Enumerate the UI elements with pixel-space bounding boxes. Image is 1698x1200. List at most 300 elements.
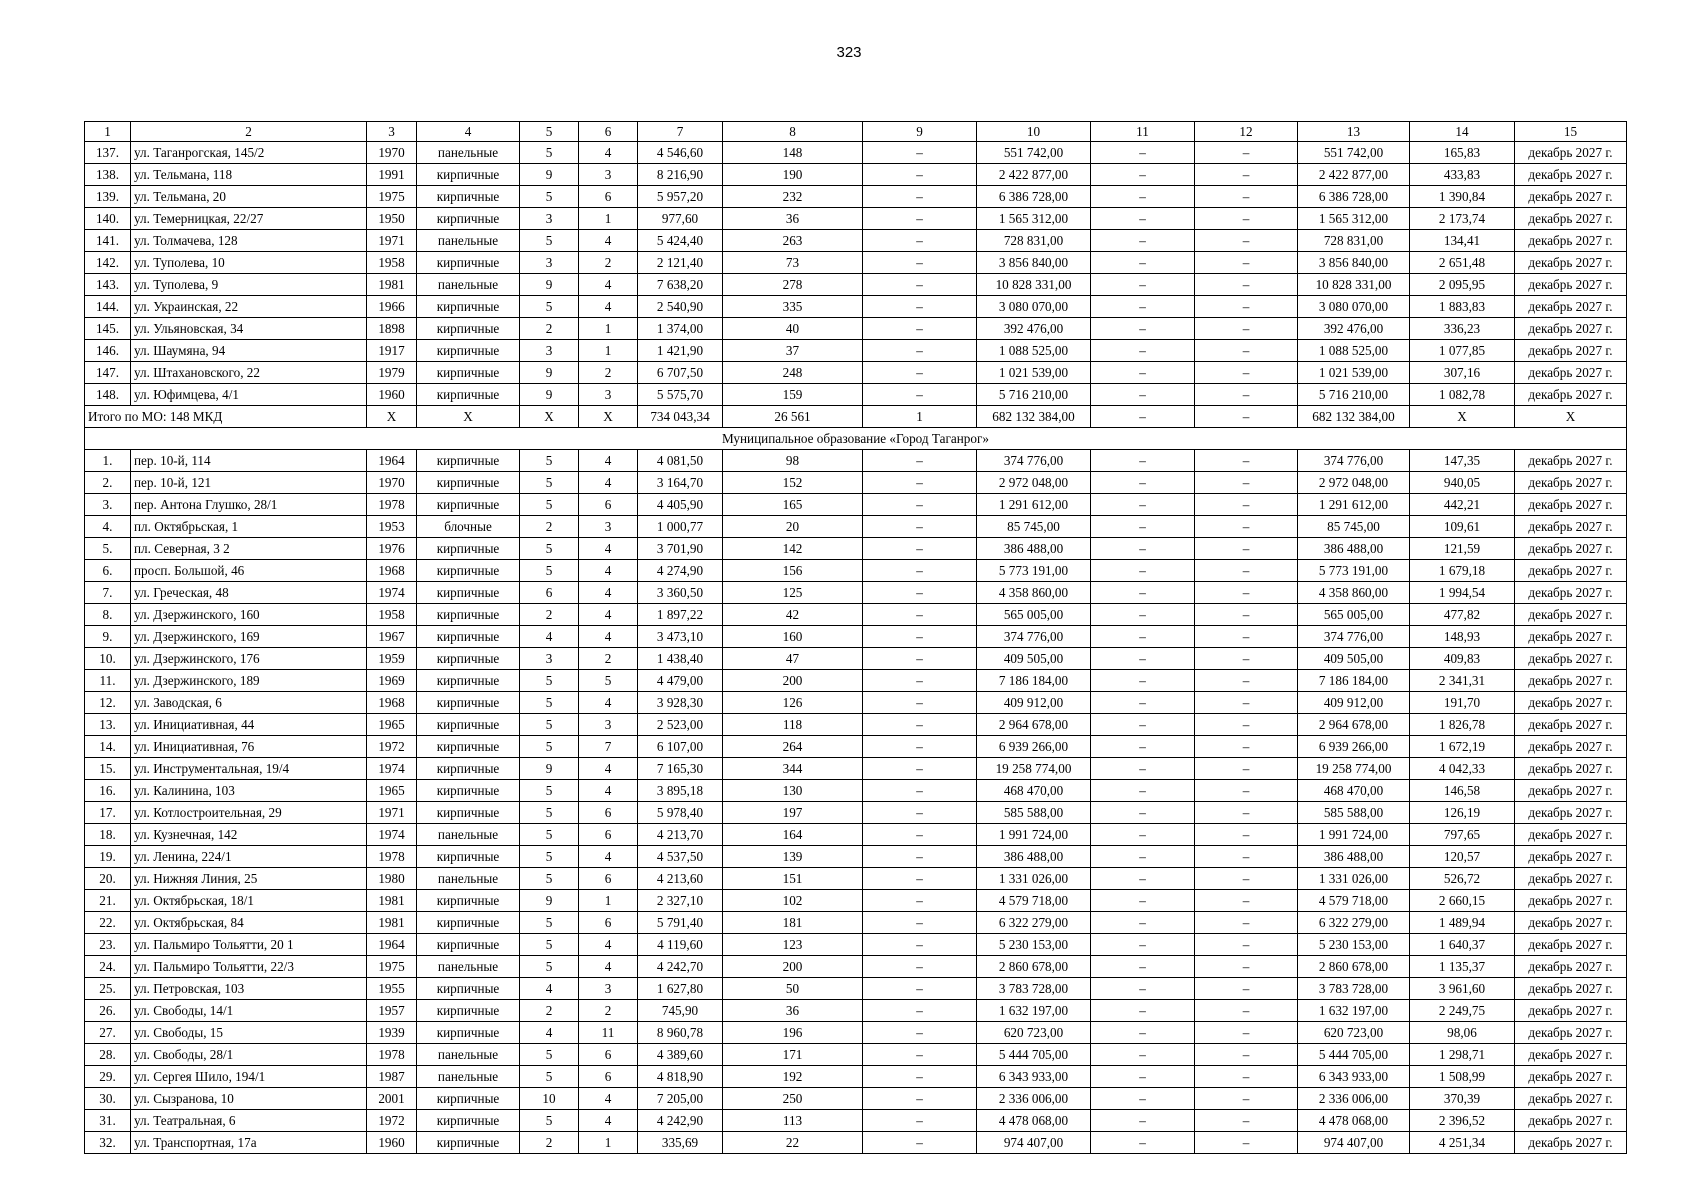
table-cell: – [1091, 340, 1195, 362]
table-cell: – [1195, 230, 1298, 252]
table-cell: 409 912,00 [1298, 692, 1410, 714]
table-cell: 1 088 525,00 [1298, 340, 1410, 362]
table-cell: 1 [85, 122, 131, 142]
table-cell: – [863, 626, 977, 648]
table-cell: кирпичные [417, 1132, 520, 1154]
table-cell: 1 [579, 340, 638, 362]
table-cell: – [1091, 714, 1195, 736]
table-cell: – [1091, 736, 1195, 758]
table-cell: ул. Дзержинского, 169 [131, 626, 367, 648]
table-cell: ул. Кузнечная, 142 [131, 824, 367, 846]
table-cell: 1970 [367, 142, 417, 164]
table-cell: – [863, 824, 977, 846]
table-cell: – [863, 450, 977, 472]
table-cell: 28. [85, 1044, 131, 1066]
table-cell: декабрь 2027 г. [1515, 1022, 1627, 1044]
table-cell: 9 [520, 362, 579, 384]
table-cell: 1 994,54 [1410, 582, 1515, 604]
table-cell: 3 [367, 122, 417, 142]
table-cell: – [1195, 472, 1298, 494]
table-cell: 3 [520, 648, 579, 670]
table-cell: – [1091, 1110, 1195, 1132]
table-cell: 5 [520, 802, 579, 824]
table-cell: 9 [520, 274, 579, 296]
table-row [85, 604, 1627, 626]
table-cell: кирпичные [417, 978, 520, 1000]
table-cell: – [1195, 296, 1298, 318]
table-cell: 11 [1091, 122, 1195, 142]
table-cell: 139. [85, 186, 131, 208]
table-cell: 1974 [367, 582, 417, 604]
table-cell: 4 [579, 758, 638, 780]
table-cell: 1978 [367, 494, 417, 516]
table-cell: 1 565 312,00 [1298, 208, 1410, 230]
table-cell: – [863, 582, 977, 604]
table-cell: 1971 [367, 230, 417, 252]
table-cell: 113 [723, 1110, 863, 1132]
table-cell: – [1195, 318, 1298, 340]
table-cell: 125 [723, 582, 863, 604]
table-row [85, 538, 1627, 560]
table-row [85, 164, 1627, 186]
table-cell: декабрь 2027 г. [1515, 846, 1627, 868]
table-cell: 19 258 774,00 [977, 758, 1091, 780]
table-cell: панельные [417, 956, 520, 978]
table-cell: декабрь 2027 г. [1515, 472, 1627, 494]
table-cell: 1 632 197,00 [977, 1000, 1091, 1022]
table-cell: декабрь 2027 г. [1515, 274, 1627, 296]
table-cell: 7 638,20 [638, 274, 723, 296]
table-cell: ул. Темерницкая, 22/27 [131, 208, 367, 230]
table-cell: 145. [85, 318, 131, 340]
table-cell: 21. [85, 890, 131, 912]
table-cell: ул. Свободы, 28/1 [131, 1044, 367, 1066]
table-cell: 6 [579, 186, 638, 208]
table-cell: – [1091, 450, 1195, 472]
table-cell: кирпичные [417, 1110, 520, 1132]
table-cell: 4 081,50 [638, 450, 723, 472]
table-cell: 17. [85, 802, 131, 824]
table-cell: 4 478 068,00 [977, 1110, 1091, 1132]
table-cell: – [1195, 912, 1298, 934]
table-cell: – [863, 340, 977, 362]
table-cell: 620 723,00 [1298, 1022, 1410, 1044]
table-cell: ул. Греческая, 48 [131, 582, 367, 604]
table-cell: 1 [579, 890, 638, 912]
table-cell: 9 [520, 758, 579, 780]
table-cell: 5 773 191,00 [1298, 560, 1410, 582]
table-cell: 8 [723, 122, 863, 142]
table-cell: 15. [85, 758, 131, 780]
table-cell: 1987 [367, 1066, 417, 1088]
table-cell: – [1091, 890, 1195, 912]
table-cell: 1953 [367, 516, 417, 538]
table-cell: – [1091, 1022, 1195, 1044]
table-row [85, 1022, 1627, 1044]
table-cell: 551 742,00 [977, 142, 1091, 164]
table-cell: 1964 [367, 934, 417, 956]
table-cell: декабрь 2027 г. [1515, 890, 1627, 912]
table-row [85, 758, 1627, 780]
table-cell: 123 [723, 934, 863, 956]
table-cell: – [1091, 582, 1195, 604]
table-cell: 6 [579, 1044, 638, 1066]
table-cell: 2 336 006,00 [1298, 1088, 1410, 1110]
table-cell: 745,90 [638, 1000, 723, 1022]
table-cell: декабрь 2027 г. [1515, 252, 1627, 274]
table-cell: кирпичные [417, 560, 520, 582]
table-cell: 18. [85, 824, 131, 846]
table-cell: декабрь 2027 г. [1515, 582, 1627, 604]
table-cell: 7 186 184,00 [1298, 670, 1410, 692]
table-cell: 160 [723, 626, 863, 648]
table-cell: – [1091, 802, 1195, 824]
table-row [85, 868, 1627, 890]
table-cell: – [863, 890, 977, 912]
table-cell: 682 132 384,00 [977, 406, 1091, 428]
table-cell: декабрь 2027 г. [1515, 604, 1627, 626]
table-cell: 3 961,60 [1410, 978, 1515, 1000]
table-cell: 468 470,00 [977, 780, 1091, 802]
table-cell: 5 [520, 846, 579, 868]
table-cell: – [1195, 626, 1298, 648]
table-cell: 5 791,40 [638, 912, 723, 934]
table-cell: 5 424,40 [638, 230, 723, 252]
table-cell: 4 [417, 122, 520, 142]
table-cell: 5 716 210,00 [977, 384, 1091, 406]
table-cell: декабрь 2027 г. [1515, 692, 1627, 714]
table-cell: 2 964 678,00 [977, 714, 1091, 736]
table-cell: – [1091, 1132, 1195, 1154]
table-cell: 22. [85, 912, 131, 934]
table-cell: 2 972 048,00 [977, 472, 1091, 494]
table-cell: кирпичные [417, 736, 520, 758]
table-cell: – [863, 670, 977, 692]
table-cell: 585 588,00 [1298, 802, 1410, 824]
table-cell: 386 488,00 [977, 538, 1091, 560]
table-cell: 620 723,00 [977, 1022, 1091, 1044]
table-cell: 940,05 [1410, 472, 1515, 494]
table-cell: 344 [723, 758, 863, 780]
table-cell: ул. Октябрьская, 84 [131, 912, 367, 934]
table-cell: 2 523,00 [638, 714, 723, 736]
table-cell: 1 291 612,00 [1298, 494, 1410, 516]
table-cell: 1 640,37 [1410, 934, 1515, 956]
table-cell: 2 [579, 252, 638, 274]
table-cell: 4 [579, 142, 638, 164]
table-row [85, 142, 1627, 164]
table-row [85, 1110, 1627, 1132]
table-cell: – [863, 1022, 977, 1044]
table-cell: – [863, 802, 977, 824]
table-cell: 1959 [367, 648, 417, 670]
table-cell: – [863, 538, 977, 560]
table-cell: 1966 [367, 296, 417, 318]
table-cell: ул. Свободы, 14/1 [131, 1000, 367, 1022]
table-cell: 8 960,78 [638, 1022, 723, 1044]
table-cell: 3 783 728,00 [977, 978, 1091, 1000]
table-cell: 164 [723, 824, 863, 846]
table-cell: 4 [520, 626, 579, 648]
table-cell: кирпичные [417, 912, 520, 934]
table-row [85, 186, 1627, 208]
table-cell: 4 478 068,00 [1298, 1110, 1410, 1132]
table-cell: 148. [85, 384, 131, 406]
table-cell: 6 107,00 [638, 736, 723, 758]
table-cell: – [1091, 824, 1195, 846]
table-cell: 250 [723, 1088, 863, 1110]
table-cell: просп. Большой, 46 [131, 560, 367, 582]
table-cell: 1 021 539,00 [1298, 362, 1410, 384]
table-cell: ул. Туполева, 10 [131, 252, 367, 274]
table-cell: – [1091, 956, 1195, 978]
table-cell: декабрь 2027 г. [1515, 1044, 1627, 1066]
table-cell: – [863, 956, 977, 978]
table-cell: 13 [1298, 122, 1410, 142]
table-cell: – [1195, 186, 1298, 208]
table-cell: 4 [579, 230, 638, 252]
table-cell: 152 [723, 472, 863, 494]
table-cell: 2 860 678,00 [1298, 956, 1410, 978]
table-row [85, 384, 1627, 406]
table-cell: декабрь 2027 г. [1515, 1066, 1627, 1088]
table-cell: декабрь 2027 г. [1515, 142, 1627, 164]
table-cell: 4 537,50 [638, 846, 723, 868]
table-cell: 5 [520, 122, 579, 142]
table-cell: 26 561 [723, 406, 863, 428]
table-cell: 2 422 877,00 [1298, 164, 1410, 186]
table-cell: декабрь 2027 г. [1515, 230, 1627, 252]
table-cell: 565 005,00 [1298, 604, 1410, 626]
table-cell: 140. [85, 208, 131, 230]
table-cell: 477,82 [1410, 604, 1515, 626]
table-cell: – [1091, 978, 1195, 1000]
table-cell: – [1091, 494, 1195, 516]
table-cell: 4 579 718,00 [1298, 890, 1410, 912]
table-cell: 6 [579, 122, 638, 142]
table-cell: – [863, 868, 977, 890]
table-cell: декабрь 2027 г. [1515, 516, 1627, 538]
table-cell: 6 [579, 1066, 638, 1088]
table-cell: 3 [520, 252, 579, 274]
table-cell: 374 776,00 [1298, 626, 1410, 648]
table-cell: 5 [520, 868, 579, 890]
table-cell: декабрь 2027 г. [1515, 802, 1627, 824]
table-cell: 5 [520, 912, 579, 934]
table-cell: 1972 [367, 736, 417, 758]
table-row [85, 1000, 1627, 1022]
table-cell: – [1195, 538, 1298, 560]
table-cell: 3 [579, 978, 638, 1000]
table-cell: 1964 [367, 450, 417, 472]
table-cell: 3 895,18 [638, 780, 723, 802]
table-cell: – [1195, 802, 1298, 824]
table-cell: декабрь 2027 г. [1515, 1110, 1627, 1132]
table-cell: 5 [520, 956, 579, 978]
table-cell: – [1195, 956, 1298, 978]
table-cell: ул. Инициативная, 76 [131, 736, 367, 758]
table-cell: ул. Транспортная, 17а [131, 1132, 367, 1154]
table-cell: 3 928,30 [638, 692, 723, 714]
table-cell: 3 [579, 384, 638, 406]
table-cell: – [1195, 274, 1298, 296]
table-cell: – [1091, 912, 1195, 934]
table-cell: кирпичные [417, 318, 520, 340]
table-cell: 2 422 877,00 [977, 164, 1091, 186]
table-cell: 1950 [367, 208, 417, 230]
table-cell: – [863, 736, 977, 758]
table-cell: 3 473,10 [638, 626, 723, 648]
table-cell: 977,60 [638, 208, 723, 230]
table-cell: – [863, 252, 977, 274]
table-cell: 30. [85, 1088, 131, 1110]
table-cell: – [1091, 670, 1195, 692]
table-cell: 1965 [367, 780, 417, 802]
table-row [85, 582, 1627, 604]
table-cell: 146,58 [1410, 780, 1515, 802]
table-cell: 4 [579, 274, 638, 296]
table-cell: 1 082,78 [1410, 384, 1515, 406]
table-cell: 1 390,84 [1410, 186, 1515, 208]
table-cell: 4 479,00 [638, 670, 723, 692]
table-row [85, 714, 1627, 736]
table-cell: 1958 [367, 604, 417, 626]
table-cell: 2 651,48 [1410, 252, 1515, 274]
table-cell: 4 546,60 [638, 142, 723, 164]
table-cell: 2001 [367, 1088, 417, 1110]
table-cell: 4 [579, 780, 638, 802]
table-cell: пл. Северная, 3 2 [131, 538, 367, 560]
table-cell: кирпичные [417, 186, 520, 208]
table-cell: кирпичные [417, 670, 520, 692]
table-cell: 151 [723, 868, 863, 890]
table-cell: 12 [1195, 122, 1298, 142]
table-cell: 9 [520, 384, 579, 406]
table-cell: 2 [131, 122, 367, 142]
table-cell: – [1091, 758, 1195, 780]
table-cell: – [1195, 758, 1298, 780]
table-cell: – [1195, 714, 1298, 736]
table-cell: 1 897,22 [638, 604, 723, 626]
table-cell: 4 [579, 560, 638, 582]
table-cell: декабрь 2027 г. [1515, 362, 1627, 384]
table-cell: – [1195, 1088, 1298, 1110]
table-cell: – [1195, 648, 1298, 670]
table-cell: – [1091, 846, 1195, 868]
table-cell: 2 660,15 [1410, 890, 1515, 912]
table-row [85, 736, 1627, 758]
table-cell: кирпичные [417, 340, 520, 362]
table-cell: – [863, 296, 977, 318]
table-cell: – [1091, 164, 1195, 186]
table-cell: панельные [417, 230, 520, 252]
table-cell: 5 [520, 780, 579, 802]
table-cell: 47 [723, 648, 863, 670]
table-cell: – [1091, 274, 1195, 296]
table-cell: – [1091, 648, 1195, 670]
table-cell: 29. [85, 1066, 131, 1088]
table-row [85, 692, 1627, 714]
table-cell: 1939 [367, 1022, 417, 1044]
table-cell: 5 230 153,00 [977, 934, 1091, 956]
table-cell: 374 776,00 [977, 626, 1091, 648]
table-cell: 5 [520, 692, 579, 714]
table-cell: 1 421,90 [638, 340, 723, 362]
table-cell: ул. Пальмиро Тольятти, 20 1 [131, 934, 367, 956]
table-cell: 4 579 718,00 [977, 890, 1091, 912]
table-cell: кирпичные [417, 890, 520, 912]
table-cell: кирпичные [417, 714, 520, 736]
table-cell: 5 444 705,00 [1298, 1044, 1410, 1066]
table-cell: декабрь 2027 г. [1515, 296, 1627, 318]
table-cell: кирпичные [417, 582, 520, 604]
table-cell: ул. Заводская, 6 [131, 692, 367, 714]
table-cell: – [863, 846, 977, 868]
table-row [85, 780, 1627, 802]
table-cell: 32. [85, 1132, 131, 1154]
table-cell: 1 374,00 [638, 318, 723, 340]
table-cell: 1960 [367, 384, 417, 406]
table-cell: пер. 10-й, 121 [131, 472, 367, 494]
table-cell: 974 407,00 [1298, 1132, 1410, 1154]
table-cell: 1974 [367, 824, 417, 846]
table-cell: кирпичные [417, 450, 520, 472]
table-cell: 3 [579, 164, 638, 186]
table-cell: 3. [85, 494, 131, 516]
table-row [85, 296, 1627, 318]
table-row [85, 978, 1627, 1000]
table-cell: 1 489,94 [1410, 912, 1515, 934]
table-cell: 4 [579, 538, 638, 560]
table-cell: 1957 [367, 1000, 417, 1022]
table-cell: 974 407,00 [977, 1132, 1091, 1154]
table-cell: 4 818,90 [638, 1066, 723, 1088]
housing-table [84, 121, 1627, 1154]
table-cell: – [1091, 472, 1195, 494]
table-cell: – [1091, 208, 1195, 230]
table-cell: декабрь 2027 г. [1515, 714, 1627, 736]
table-cell: – [1195, 560, 1298, 582]
table-cell: ул. Котлостроительная, 29 [131, 802, 367, 824]
table-cell: 20 [723, 516, 863, 538]
table-cell: – [863, 692, 977, 714]
table-cell: декабрь 2027 г. [1515, 560, 1627, 582]
table-cell: 2 [579, 648, 638, 670]
table-cell: 98 [723, 450, 863, 472]
table-cell: – [863, 604, 977, 626]
table-cell: 14 [1410, 122, 1515, 142]
table-cell: 4 358 860,00 [1298, 582, 1410, 604]
table-cell: 7 186 184,00 [977, 670, 1091, 692]
table-cell: – [1091, 406, 1195, 428]
table-cell: ул. Толмачева, 128 [131, 230, 367, 252]
table-cell: ул. Театральная, 6 [131, 1110, 367, 1132]
table-cell: 442,21 [1410, 494, 1515, 516]
total-label: Итого по МО: 148 МКД [85, 406, 367, 428]
table-cell: – [1091, 296, 1195, 318]
table-cell: – [863, 934, 977, 956]
table-cell: – [1091, 1044, 1195, 1066]
table-cell: панельные [417, 824, 520, 846]
table-cell: 6 [579, 494, 638, 516]
table-cell: 118 [723, 714, 863, 736]
table-cell: ул. Таганрогская, 145/2 [131, 142, 367, 164]
table-cell: 4 242,90 [638, 1110, 723, 1132]
table-cell: 2 173,74 [1410, 208, 1515, 230]
table-cell: 3 856 840,00 [1298, 252, 1410, 274]
table-cell: – [863, 1000, 977, 1022]
table-cell: 6 343 933,00 [1298, 1066, 1410, 1088]
